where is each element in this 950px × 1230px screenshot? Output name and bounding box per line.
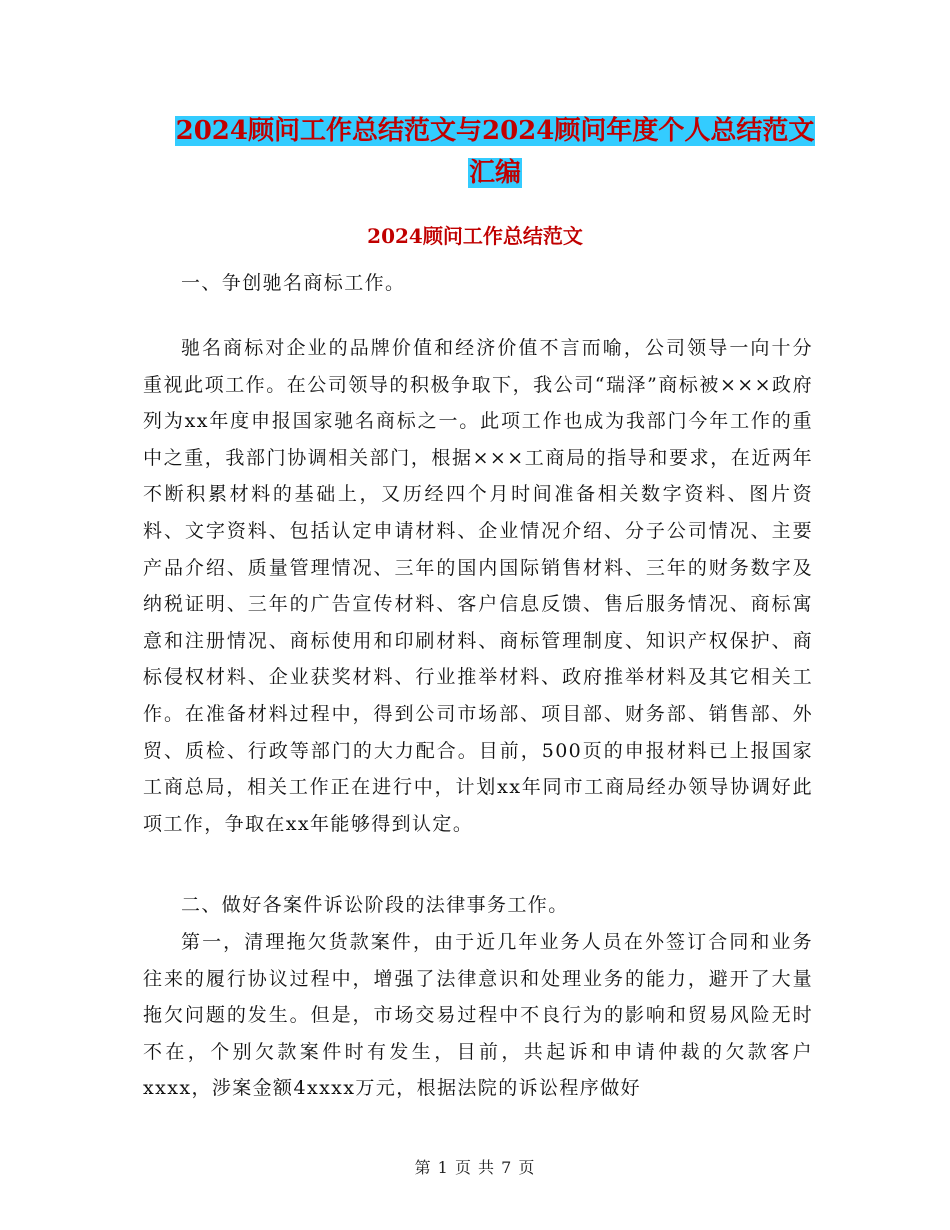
section-title: 2024顾问工作总结范文 <box>367 224 583 248</box>
document-title-text-2: 汇编 <box>468 158 521 188</box>
paragraph-heading-1: 一、争创驰名商标工作。 <box>181 272 406 294</box>
paragraph-heading-2: 二、做好各案件诉讼阶段的法律事务工作。 <box>181 894 569 916</box>
document-title-text-1: 2024顾问工作总结范文与2024顾问年度个人总结范文 <box>175 116 815 146</box>
paragraph-body-1: 驰名商标对企业的品牌价值和经济价值不言而喻，公司领导一向十分重视此项工作。在公司领导的积极争取下，我公司“瑞泽”商标被×××政府列为xx年度申报国家驰名商标之一。此项工作也成为我部门今年工作的重中之重，我部门协调相关部门，根据×××工商局的指导和要求，在近两年不断积累材料的基础上，又历经四个月时间准备相关数字资料、图片资料、文字资料、包括认定申请材料、企业情况介绍、分子公司情况、主要产品介绍、质量管理情况、三年的国内国际销售材料、三年的财务数字及纳税证明、三年的广告宣传材料、客户信息反馈、售后服务情况、商标寓意和注册情况、商标使用和印刷材料、商标管理制度、知识产权保护、商标侵权材料、企业获奖材料、行业推举材料、政府推举材料及其它相关工作。在准备材料过程中，得到公司市场部、项目部、财务部、销售部、外贸、质检、行政等部门的大力配合。目前，500页的申报材料已上报国家工商总局，相关工作正在进行中，计划xx年同市工商局经办领导协调好此项工作，争取在xx年能够得到认定。 <box>143 337 813 835</box>
document-title-line-2 <box>20 154 950 192</box>
page-number-footer: 第 1 页 共 7 页 <box>414 1158 536 1177</box>
paragraph-body-2: 第一，清理拖欠货款案件，由于近几年业务人员在外签订合同和业务往来的履行协议过程中，增强了法律意识和处理业务的能力，避开了大量拖欠问题的发生。但是，市场交易过程中不良行为的影响和贸易风险无时不在，个别欠款案件时有发生，目前，共起诉和申请仲裁的欠款客户xxxx，涉案金额4xxxx万元，根据法院的诉讼程序做好 <box>143 931 813 1100</box>
document-title-line-1 <box>20 112 950 150</box>
